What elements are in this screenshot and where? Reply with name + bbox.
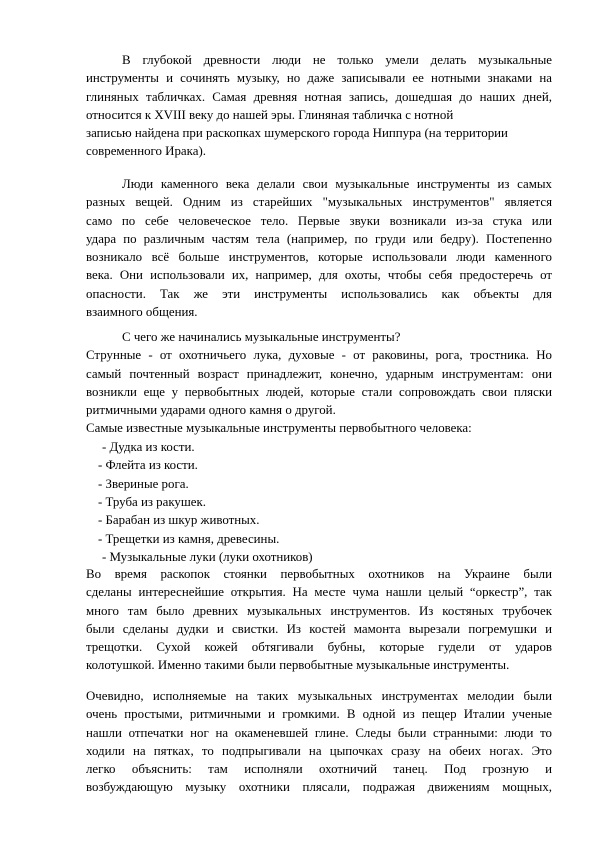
text-line: Очевидно, исполняемые на таких музыкальных инструментах мелодии были [86, 689, 552, 703]
list-item: - Флейта из кости. [98, 458, 198, 473]
text-line: много там было древних музыкальных инструментов. Из костяных трубочек [86, 603, 552, 618]
text-line: современного Ирака). [86, 144, 206, 159]
text-line: были сделаны дудки и свистки. Из костей мамонта вырезали погремушки и [86, 621, 552, 636]
text-line: века. Они использовали их, например, для охоты, чтобы себя предостеречь от [86, 268, 552, 283]
text-line: сделаны интереснейшие открытия. На месте чума нашли целый “оркестр”, так [86, 585, 552, 600]
paragraph-italy-cave [86, 687, 552, 797]
paragraph-stone-age [86, 175, 552, 321]
text-line: Во время раскопок стоянки первобытных охотников на Украине были [86, 567, 552, 581]
text-line: инструменты и сочинять музыку, но даже записывали ее нотными знаками на [86, 71, 552, 86]
text-line: Люди каменного века делали свои музыкальные инструменты из самых [122, 177, 552, 191]
text-line: Самые известные музыкальные инструменты первобытного человека: [86, 421, 472, 436]
text-line: записью найдена при раскопках шумерского города Ниппура (на территории [86, 126, 508, 141]
list-item: - Трещетки из камня, древесины. [98, 531, 280, 546]
list-item: - Барабан из шкур животных. [98, 513, 260, 528]
text-line: возбуждающую музыку охотники плясали, подражая движениям мощных, [86, 780, 552, 795]
text-line: трещотки. Сухой кожей обтягивали бубны, которые гудели от ударов [86, 640, 552, 655]
text-line: ходили на пятках, то подпрыгивали на цыпочках сразу на обеих ногах. Это [86, 743, 552, 758]
text-line: Струнные - от охотничьего лука, духовые - от раковины, рога, тростника. Но [86, 348, 552, 363]
text-line: возникли еще у первобытных людей, которые стали сопровождать свои пляски [86, 384, 552, 399]
text-line: ритмичными ударами одного камня о другой. [86, 403, 336, 418]
text-line: очень простыми, ритмичными и громкими. В одной из пещер Италии ученые [86, 707, 552, 722]
text-line: возникало всё больше инструментов, которые использовали люди каменного [86, 250, 552, 265]
paragraph-ukraine-excavations [86, 565, 552, 675]
text-line: нашли отпечатки ног на окаменевшей глине. Следы были странными: люди то [86, 725, 552, 740]
text-line: опасности. Так же эти инструменты использовались как объекты для [86, 286, 552, 301]
text-line: разных вещей. Одним из старейших "музыкальных инструментов" является [86, 195, 552, 210]
text-line: глиняных табличках. Самая древняя нотная запись, дошедшая до наших дней, [86, 89, 552, 104]
list-item: - Звериные рога. [98, 476, 189, 491]
paragraph-ancient-notation [86, 51, 552, 161]
text-line: взаимного общения. [86, 305, 198, 320]
text-line: самый почтенный возраст принадлежит, конечно, ударным инструментам: они [86, 366, 552, 381]
text-line: легко объяснить: там исполняли охотничий танец. Под грозную и [86, 762, 552, 777]
section-question: С чего же начинались музыкальные инструменты? [122, 330, 401, 344]
list-item: - Дудка из кости. [102, 440, 195, 454]
text-line: удара по различным частям тела (например, по груди или бедру). Постепенно [86, 231, 552, 246]
text-line: само по себе человеческое тело. Первые звуки возникали из-за стука или [86, 213, 552, 228]
paragraph-origins [86, 328, 552, 438]
text-line: относится к XVIII веку до нашей эры. Глиняная табличка с нотной [86, 107, 454, 122]
list-item: - Труба из ракушек. [98, 494, 206, 509]
text-line: колотушкой. Именно такими были первобытные музыкальные инструменты. [86, 658, 510, 673]
list-item: - Музыкальные луки (луки охотников) [102, 549, 313, 564]
text-line: В глубокой древности люди не только умели делать музыкальные [122, 53, 552, 67]
